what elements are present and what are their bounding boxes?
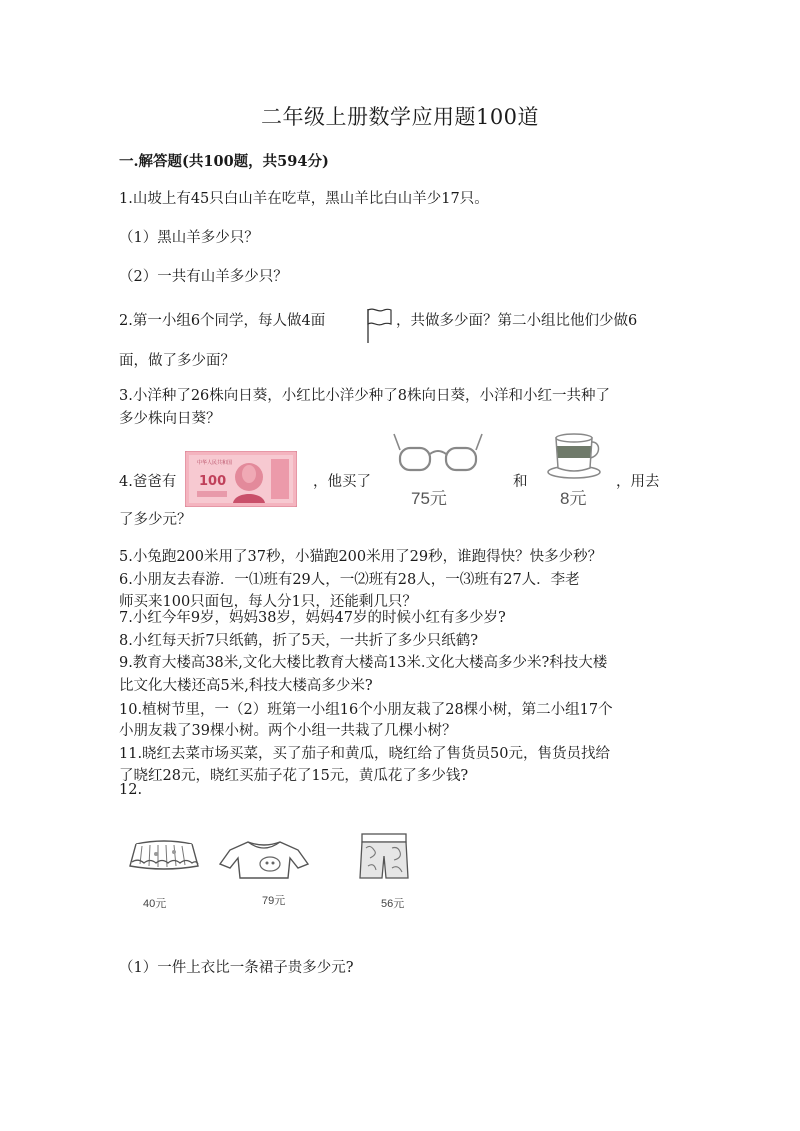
question-9-line-2: 比文化大楼还高5米,科技大楼高多少米? bbox=[119, 678, 373, 694]
question-2-line-2: 面，做了多少面？ bbox=[119, 353, 235, 369]
question-3-line-2: 多少株向日葵？ bbox=[119, 411, 221, 427]
question-9-line-1: 9.教育大楼高38米,文化大楼比教育大楼高13米.文化大楼高多少米?科技大楼 bbox=[119, 655, 608, 671]
question-1-sub-1: （1）黑山羊多少只？ bbox=[119, 230, 259, 246]
question-2-part-2: ，共做多少面？第二小组比他们少做6 bbox=[396, 313, 638, 329]
banknote-image bbox=[185, 451, 297, 507]
shirt-image bbox=[218, 836, 310, 880]
flag-icon bbox=[364, 306, 394, 344]
question-11-line-1: 11.晓红去菜市场买菜，买了茄子和黄瓜，晓红给了售货员50元，售货员找给 bbox=[119, 746, 611, 762]
question-1-sub-2: （2）一共有山羊多少只？ bbox=[119, 269, 288, 285]
question-7: 7.小红今年9岁，妈妈38岁，妈妈47岁的时候小红有多少岁? bbox=[119, 610, 506, 626]
banknote-bank-name: 中华人民共和国 bbox=[197, 460, 233, 466]
shorts-image bbox=[356, 830, 412, 882]
question-6-line-1: 6.小朋友去春游．一⑴班有29人，一⑵班有28人，一⑶班有27人．李老 bbox=[119, 572, 580, 588]
question-12-sub-1: （1）一件上衣比一条裙子贵多少元? bbox=[119, 960, 354, 976]
question-5: 5.小兔跑200米用了37秒，小猫跑200米用了29秒，谁跑得快？快多少秒？ bbox=[119, 549, 603, 565]
question-4-part-3: 和 bbox=[513, 474, 528, 490]
question-4-part-2: ，他买了 bbox=[313, 474, 371, 490]
page-title: 二年级上册数学应用题100道 bbox=[260, 105, 540, 129]
section-heading: 一.解答题(共100题，共594分) bbox=[119, 153, 329, 170]
shirt-price: 79元 bbox=[262, 895, 286, 907]
question-6-line-2: 师买来100只面包，每人分1只，还能剩几只？ bbox=[119, 594, 417, 610]
glasses-price: 75元 bbox=[411, 489, 447, 508]
skirt-price: 40元 bbox=[143, 898, 167, 910]
question-8: 8.小红每天折7只纸鹤，折了5天，一共折了多少只纸鹤? bbox=[119, 633, 479, 649]
cup-price: 8元 bbox=[560, 489, 587, 508]
banknote-value: 100 bbox=[199, 474, 227, 489]
skirt-image bbox=[126, 836, 202, 880]
question-4-part-4: ，用去 bbox=[616, 474, 660, 490]
question-12-number: 12. bbox=[119, 782, 143, 798]
question-1: 1.山坡上有45只白山羊在吃草，黑山羊比白山羊少17只。 bbox=[119, 191, 489, 207]
question-10-line-2: 小朋友栽了39棵小树。两个小组一共栽了几棵小树？ bbox=[119, 723, 457, 739]
question-10-line-1: 10.植树节里，一（2）班第一小组16个小朋友栽了28棵小树，第二小组17个 bbox=[119, 702, 613, 718]
glasses-image bbox=[390, 430, 486, 478]
question-4-line-2: 了多少元？ bbox=[119, 512, 192, 528]
cup-image bbox=[546, 432, 602, 480]
question-4-part-1: 4.爸爸有 bbox=[119, 474, 177, 490]
question-3-line-1: 3.小洋种了26株向日葵，小红比小洋少种了8株向日葵，小洋和小红一共种了 bbox=[119, 388, 611, 404]
shorts-price: 56元 bbox=[381, 898, 405, 910]
question-11-line-2: 了晓红28元，晓红买茄子花了15元，黄瓜花了多少钱? bbox=[119, 768, 469, 784]
question-2-part-1: 2.第一小组6个同学，每人做4面 bbox=[119, 313, 326, 329]
